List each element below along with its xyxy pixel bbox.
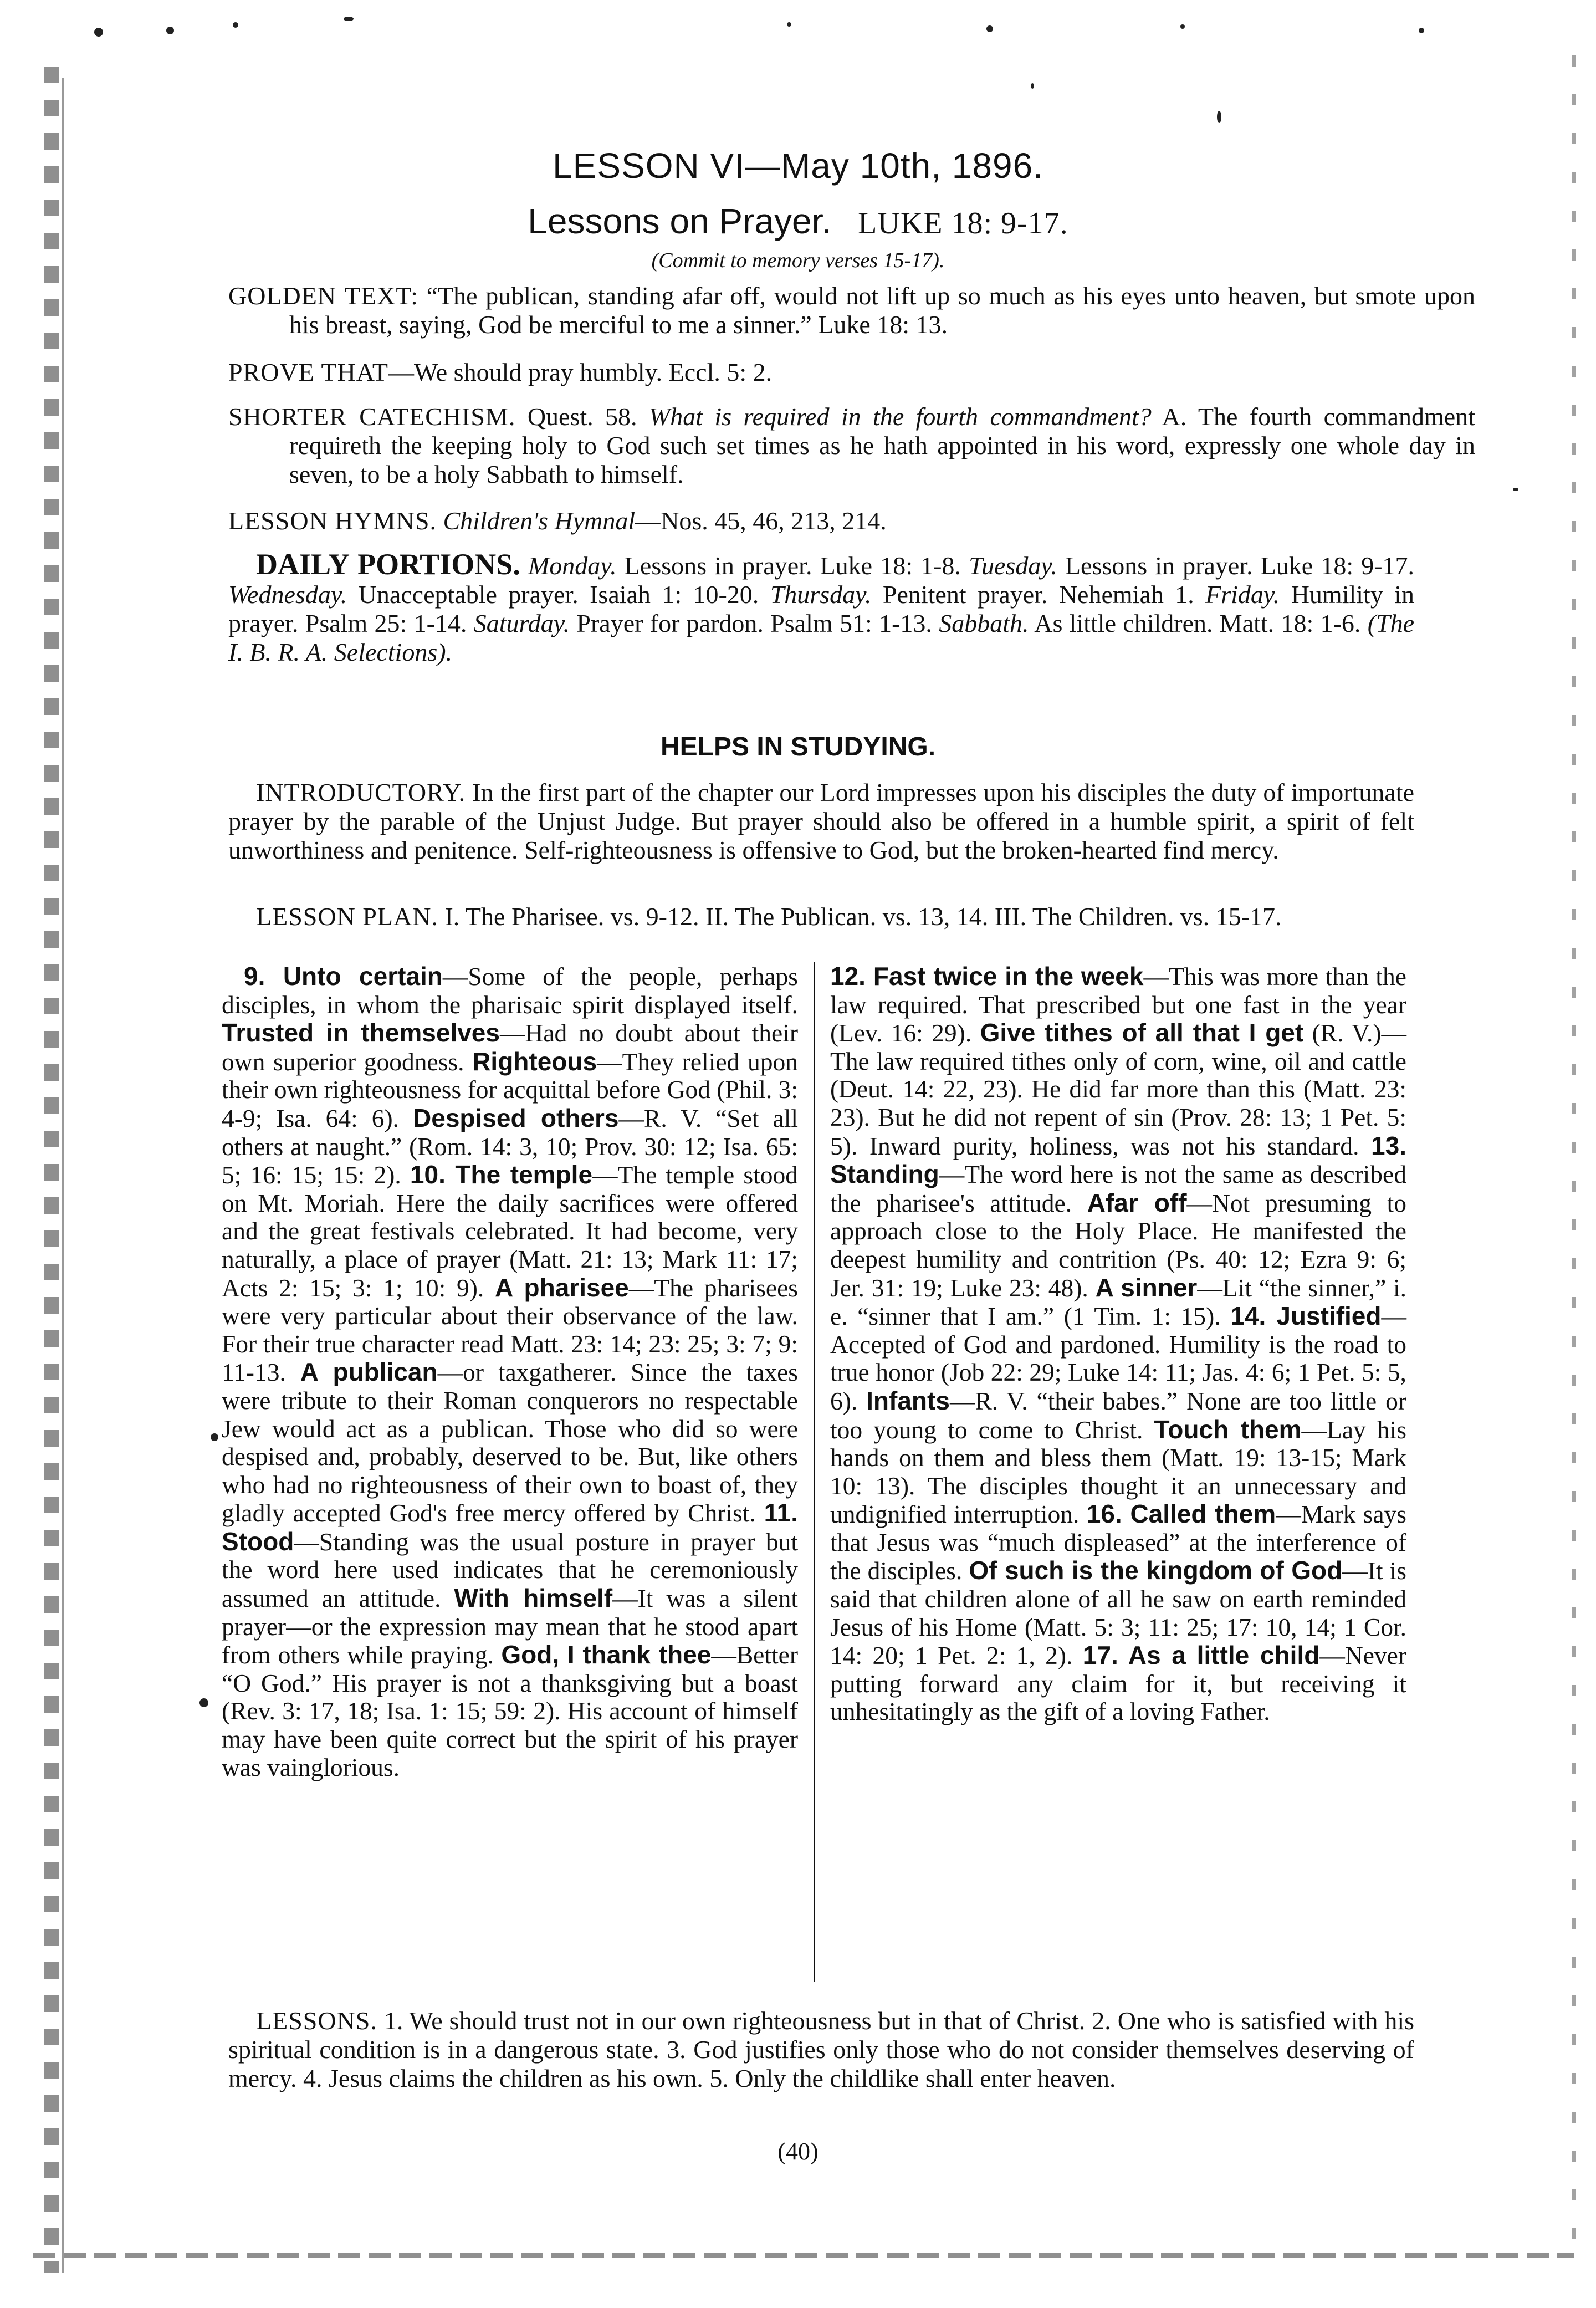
note-text: —It is said that children alone of all he saw on earth reminded Jesus of his Home (Matt. 5: 3; 11: 25; 17: 10, 14; 1 Cor. 14: 20; 1 Pet. 2: 1, 2). <box>830 1556 1406 1670</box>
daily-selections: (The I. B. R. A. Selections). <box>228 609 1415 666</box>
note-text: —Lit “the sinner,” i. e. “sinner that I am.” (1 Tim. 1: 15). <box>830 1273 1406 1331</box>
introductory <box>228 778 1414 865</box>
note-text: —Standing was the usual posture in prayer but the word here used indicates that he ceremoniously assumed an attitude. <box>222 1527 798 1613</box>
lesson-title: LESSON VI—May 10th, 1896. <box>553 146 1043 186</box>
scan-edge-right <box>1572 55 1576 2261</box>
verse-notes <box>222 962 1414 1982</box>
note-text: (R. V.)—The law required tithes only of corn, wine, oil and cattle (Deut. 14: 22, 23). He did far more than this (Matt. 23: 23). But he did not repent of sin (Prov. 28: 13; 1 Pet. 5: 5). Inward purity, holiness, was not his standard. <box>830 1019 1407 1160</box>
note-heading: 16. Called them <box>1086 1499 1276 1529</box>
catechism-label: SHORTER CATECHISM. <box>228 402 516 431</box>
daily-portions <box>228 550 1414 667</box>
note-text: —Had no doubt about their own superior goodness. <box>222 1019 798 1076</box>
lesson-plan <box>228 902 1414 931</box>
shorter-catechism <box>228 402 1475 489</box>
lessons-body: 1. We should trust not in our own righteousness but in that of Christ. 2. One who is satisfied with his spiritual condition is in a dangerous state. 3. God justifies only those who do not consider themselves deserving of mercy. 4. Jesus claims the children as his own. 5. Only the childlike shall enter heaven. <box>228 2006 1415 2092</box>
prove-that <box>228 358 1414 387</box>
daily-portions-label: DAILY PORTIONS. <box>256 548 520 581</box>
note-heading: 14. Justified <box>1230 1301 1382 1331</box>
note-text: —or taxgatherer. Since the taxes were tribute to their Roman conquerors no respectable Jew would act as a publican. Those who did so were despised and, probably, deserved to be. But, like others who had no righteousness of their own to boast of, they gladly accepted God's free mercy offered by Christ. <box>222 1358 798 1528</box>
subtitle-main: Lessons on Prayer. <box>528 201 832 241</box>
note-heading: 17. As a little child <box>1082 1641 1320 1670</box>
note-heading: Give tithes of all that I get <box>980 1018 1304 1048</box>
scan-edge-bottom <box>33 2253 1574 2258</box>
hymns-book: Children's Hymnal <box>443 507 636 535</box>
commit-note: (Commit to memory verses 15-17). <box>651 249 945 272</box>
note-heading: Righteous <box>472 1046 597 1076</box>
daily-day: Tuesday. <box>969 552 1057 580</box>
notes-column-right <box>830 962 1406 1726</box>
note-heading: 9. Unto certain <box>244 962 443 990</box>
catechism-quest: Quest. 58. <box>527 402 637 431</box>
note-heading: 11. Stood <box>222 1498 798 1556</box>
note-text: —They relied upon their own righteousness for acquittal before God (Phil. 3: 4-9; Isa. 64: 6). <box>222 1047 798 1132</box>
note-text: —Better “O God.” His prayer is not a thanksgiving but a boast (Rev. 3: 17, 18; Isa. 1: 15; 59: 2). His account of himself may have been quite correct but the spirit of his prayer was vainglorious. <box>222 1641 798 1781</box>
note-text: —The temple stood on Mt. Moriah. Here the daily sacrifices were offered and the great festivals celebrated. It had become, very naturally, a place of prayer (Matt. 21: 13; Mark 11: 17; Acts 2: 15; 3: 1; 10: 9). <box>222 1161 799 1302</box>
note-heading: 10. The temple <box>410 1160 593 1189</box>
subtitle-reference: LUKE 18: 9-17. <box>858 206 1068 241</box>
golden-text <box>228 282 1475 339</box>
daily-day: Sabbath. <box>939 609 1029 637</box>
note-text: —The word here is not the same as described the pharisee's attitude. <box>830 1160 1406 1217</box>
note-heading: Despised others <box>413 1103 619 1132</box>
daily-reading: Lessons in prayer. Luke 18: 9-17. <box>1065 552 1415 580</box>
note-text: —Not presuming to approach close to the Holy Place. He manifested the deepest humility and contrition (Ps. 40: 12; Ezra 9: 6; Jer. 31: 19; Luke 23: 48). <box>830 1188 1406 1302</box>
note-text: —Some of the people, perhaps disciples, in whom the pharisaic spirit displayed itself. <box>222 962 798 1019</box>
note-heading: Infants <box>866 1386 950 1415</box>
note-text: —It was a silent prayer—or the expression may mean that he stood apart from others while praying. <box>222 1584 798 1669</box>
introductory-label: INTRODUCTORY. <box>256 778 466 806</box>
page-number: (40) <box>777 2138 819 2165</box>
helps-heading: HELPS IN STUDYING. <box>660 732 936 762</box>
introductory-body: In the first part of the chapter our Lord impresses upon his disciples the duty of importunate prayer by the parable of the Unjust Judge. But prayer should also be offered in a humble spirit, a spirit of felt unworthiness and penitence. Self-righteousness is offensive to God, but the broken-hearted find mercy. <box>228 778 1414 864</box>
note-heading: Afar off <box>1087 1188 1187 1217</box>
daily-day: Friday. <box>1205 580 1280 609</box>
catechism-answer: A. The fourth commandment requireth the keeping holy to God such set times as he hath appointed in his word, expressly one whole day in seven, to be a holy Sabbath to himself. <box>289 402 1475 488</box>
note-text: —R. V. “Set all others at naught.” (Rom. 14: 3, 10; Prov. 30: 12; Isa. 65: 5; 16: 15; 15: 2). <box>222 1104 798 1189</box>
daily-reading: Prayer for pardon. Psalm 51: 1-13. <box>576 609 932 637</box>
daily-reading: Humility in prayer. Psalm 25: 1-14. <box>228 580 1414 637</box>
catechism-question: What is required in the fourth commandment? <box>648 402 1152 431</box>
note-heading: God, I thank thee <box>501 1640 712 1669</box>
daily-reading: Penitent prayer. Nehemiah 1. <box>882 580 1194 609</box>
lessons-summary <box>228 2006 1414 2093</box>
lesson-plan-body: I. The Pharisee. vs. 9-12. II. The Publican. vs. 13, 14. III. The Children. vs. 15-17. <box>444 902 1282 931</box>
daily-day: Thursday. <box>770 580 872 609</box>
note-text: —This was more than the law required. That prescribed but one fast in the year (Lev. 16: 29). <box>830 962 1406 1048</box>
notes-column-left <box>222 962 798 1781</box>
scan-edge-left <box>44 67 59 2273</box>
golden-text-label: GOLDEN TEXT: <box>228 282 418 310</box>
prove-that-body: —We should pray humbly. Eccl. 5: 2. <box>388 358 773 386</box>
note-heading: With himself <box>454 1584 613 1613</box>
daily-day: Saturday. <box>473 609 570 637</box>
note-text: —The pharisees were very particular about their observance of the law. For their true character read Matt. 23: 14; 23: 25; 3: 7; 9: 11-13. <box>222 1273 798 1387</box>
hymns-numbers: —Nos. 45, 46, 213, 214. <box>635 507 887 535</box>
daily-day: Wednesday. <box>228 580 347 609</box>
daily-day: Monday. <box>528 552 617 580</box>
note-heading: Of such is the kingdom of God <box>969 1556 1343 1585</box>
daily-reading: Lessons in prayer. Luke 18: 1-8. <box>624 552 961 580</box>
hymns-label: LESSON HYMNS. <box>228 507 437 535</box>
note-heading: Touch them <box>1154 1415 1302 1444</box>
lesson-plan-label: LESSON PLAN. <box>256 902 438 931</box>
note-heading: A pharisee <box>494 1273 629 1302</box>
note-heading: A publican <box>300 1357 438 1387</box>
note-heading: 13. Standing <box>830 1131 1406 1189</box>
note-heading: A sinner <box>1095 1273 1198 1302</box>
golden-text-body: “The publican, standing afar off, would not lift up so much as his eyes unto heaven, but smote upon his breast, saying, God be merciful to me a sinner.” Luke 18: 13. <box>289 282 1476 339</box>
daily-reading: Unacceptable prayer. Isaiah 1: 10-20. <box>358 580 759 609</box>
note-text: —Lay his hands on them and bless them (Matt. 19: 13-15; Mark 10: 13). The disciples thought it an unnecessary and undignified interruption. <box>830 1415 1407 1529</box>
daily-reading: As little children. Matt. 18: 1-6. <box>1034 609 1361 637</box>
note-text: —Accepted of God and pardoned. Humility is the road to true honor (Job 22: 29; Luke 14: 11; Jas. 4: 6; 1 Pet. 5: 5, 6). <box>830 1302 1406 1415</box>
scan-edge-line <box>62 78 64 2273</box>
note-text: —R. V. “their babes.” None are too little or too young to come to Christ. <box>830 1386 1406 1444</box>
lessons-label: LESSONS. <box>256 2006 377 2035</box>
prove-that-label: PROVE THAT <box>228 358 389 386</box>
lesson-subtitle <box>0 201 1596 242</box>
note-heading: 12. Fast twice in the week <box>830 962 1144 990</box>
column-divider <box>814 962 815 1982</box>
note-text: —Never putting forward any claim for it, but receiving it unhesitatingly as the gift of a loving Father. <box>830 1641 1406 1726</box>
note-heading: Trusted in themselves <box>222 1018 500 1048</box>
lesson-hymns <box>228 507 1414 535</box>
note-text: —Mark says that Jesus was “much displeased” at the interference of the disciples. <box>830 1500 1406 1585</box>
